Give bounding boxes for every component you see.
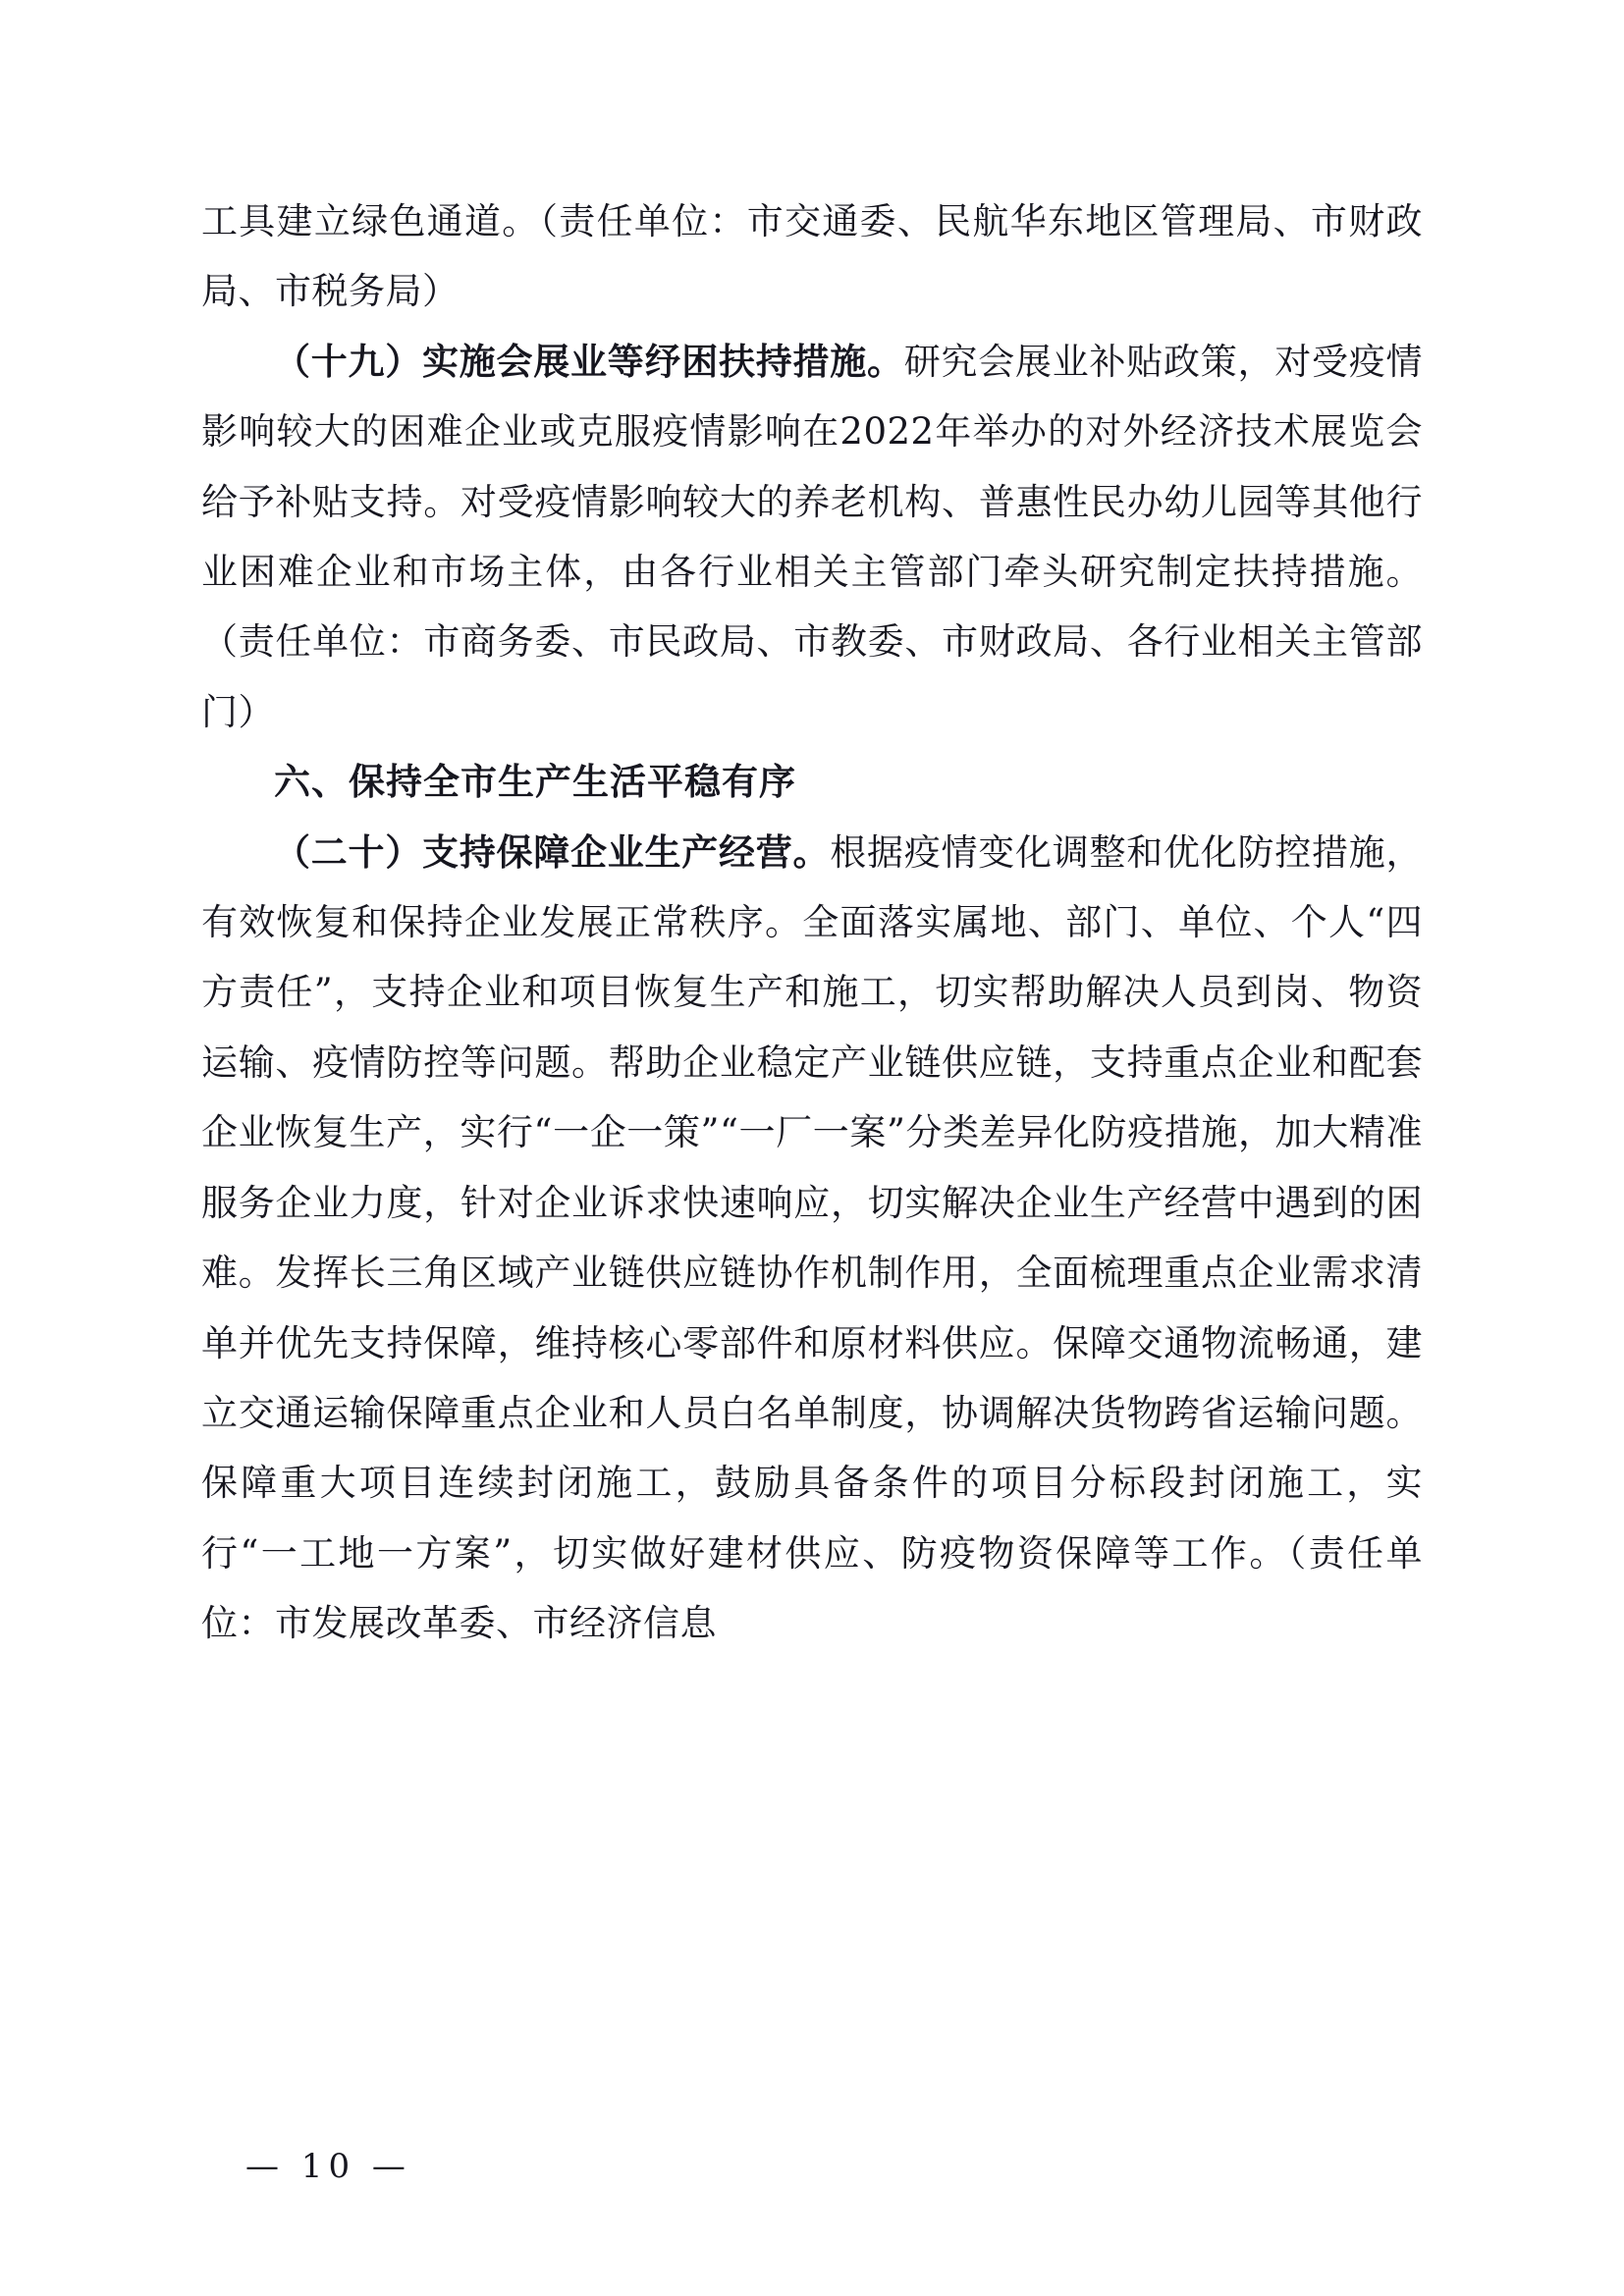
paragraph-item-19 [201,327,1423,747]
paragraph-item-19-lead: （十九）实施会展业等纾困扶持措施。 [274,339,904,383]
paragraph-item-20-lead: （二十）支持保障企业生产经营。 [274,829,831,874]
paragraph-item-19-text: 研究会展业补贴政策，对受疫情影响较大的困难企业或克服疫情影响在2022年举办的对外经济技术展览会给予补贴支持。对受疫情影响较大的养老机构、普惠性民办幼儿园等其他行业困难企业和市场主体，由各行业相关主管部门牵头研究制定扶持措施。（责任单位：市商务委、市民政局、市教委、市财政局、各行业相关主管部门） [201,340,1423,733]
document-body [201,187,1423,1659]
paragraph-item-20 [201,818,1423,1659]
paragraph-continuation: 工具建立绿色通道。（责任单位：市交通委、民航华东地区管理局、市财政局、市税务局） [201,200,1423,313]
page-number: — 10 — [245,2147,411,2186]
paragraph-item-20-text: 根据疫情变化调整和优化防控措施，有效恢复和保持企业发展正常秩序。全面落实属地、部门、单位、个人“四方责任”，支持企业和项目恢复生产和施工，切实帮助解决人员到岗、物资运输、疫情防控等问题。帮助企业稳定产业链供应链，支持重点企业和配套企业恢复生产，实行“一企一策”“一厂一案”分类差异化防疫措施，加大精准服务企业力度，针对企业诉求快速响应，切实解决企业生产经营中遇到的困难。发挥长三角区域产业链供应链协作机制作用，全面梳理重点企业需求清单并优先支持保障，维持核心零部件和原材料供应。保障交通物流畅通，建立交通运输保障重点企业和人员白名单制度，协调解决货物跨省运输问题。保障重大项目连续封闭施工，鼓励具备条件的项目分标段封闭施工，实行“一工地一方案”，切实做好建材供应、防疫物资保障等工作。（责任单位：市发展改革委、市经济信息 [201,830,1423,1645]
section-heading-six: 六、保持全市生产生活平稳有序 [274,760,796,804]
